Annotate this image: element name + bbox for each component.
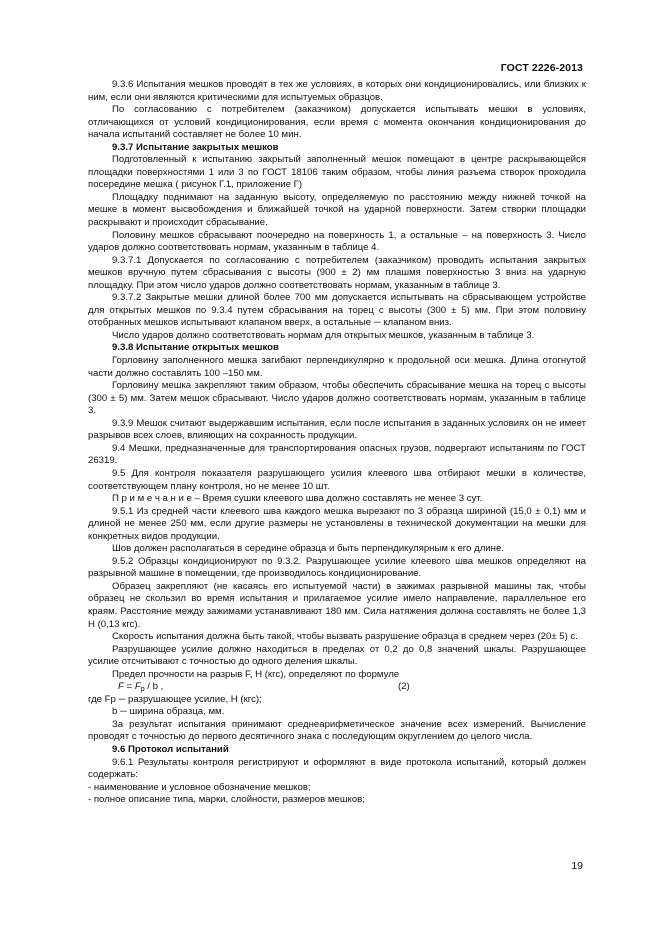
document-header: ГОСТ 2226-2013 xyxy=(500,62,583,74)
paragraph: Горловину заполненного мешка загибают перпендикулярно к продольной оси мешка. Длина отогнутой части должно составлять 100 –150 мм. xyxy=(88,355,586,379)
paragraph: Скорость испытания должна быть такой, чтобы вызвать разрушение образца в среднем через (20± 5) с. xyxy=(112,631,578,643)
formula-number: (2) xyxy=(398,681,410,693)
paragraph: - полное описание типа, марки, слойности, размеров мешков; xyxy=(88,794,365,806)
paragraph: Шов должен располагаться в середине образца и быть перпендикулярным к его длине. xyxy=(112,543,504,555)
paragraph: 9.3.9 Мешок считают выдержавшим испытания, если после испытания в заданных условиях он не имеет разрывов всех слоев, влияющих на сохранность продукции. xyxy=(88,417,586,442)
paragraph: П р и м е ч а н и е – Время сушки клеевого шва должно составлять не менее 3 сут. xyxy=(112,493,483,505)
paragraph: По согласованию с потребителем (заказчиком) допускается испытывать мешки в условиях, отличающихся от условий кондиционирования, если время с момента окончания кондиционирования до начала испытаний составляет не более 10 мин. xyxy=(88,104,586,141)
formula-numerator: F xyxy=(134,681,141,693)
paragraph: Образец закрепляют (не касаясь его испытуемой части) в зажимах разрывной машины так, чтобы образец не скользил во время испытания и прилагаемое усилие имело направление, параллельное его краям. Расстояние между зажимами устанавливают 180 мм. Сила натяжения должна составлять не более 1,3 Н (0,13 кгс). xyxy=(88,580,586,630)
page-number: 19 xyxy=(571,860,583,872)
paragraph: Подготовленный к испытанию закрытый заполненный мешок помещают в центре раскрывающейся площадки поверхностями 1 или 3 по ГОСТ 18106 таким образом, чтобы линия разъема створок проходила посередине мешка ( рисунок Г.1, приложение Г) xyxy=(88,154,586,191)
formula-2 xyxy=(88,681,586,694)
paragraph: Предел прочности на разрыв F, Н (кгс), определяют по формуле xyxy=(112,668,400,680)
section-heading: 9.6 Протокол испытаний xyxy=(112,743,229,755)
paragraph: Число ударов должно соответствовать нормам для открытых мешков, указанным в таблице 3. xyxy=(112,329,535,341)
paragraph: 9.5.2 Образцы кондиционируют по 9.3.2. Разрушающее усилие клеевого шва мешков определяют на разрывной машине в помещении, где производилось кондиционирование. xyxy=(88,555,586,580)
paragraph: 9.3.6 Испытания мешков проводят в тех же условиях, в которых они кондиционировались, или близких к ним, если они являются критическими для испытуемых образцов. xyxy=(88,79,586,103)
paragraph: 9.3.7.1 Допускается по согласованию с потребителем (заказчиком) проводить испытания закрытых мешков вручную путем сбрасывания с высоты (900 ± 2) мм плашмя поверхностью 3 вниз на ударную площадку. При этом число ударов должно соответствовать нормам, указанным в таблице 3. xyxy=(88,254,586,291)
section-heading: 9.3.8 Испытание открытых мешков xyxy=(112,342,279,354)
formula-subscript: р xyxy=(140,686,145,694)
paragraph: 9.5 Для контроля показателя разрушающего усилия клеевого шва отбирают мешки в количестве, соответствующем плану контроля, но не менее 10 шт. xyxy=(88,467,586,492)
paragraph: За результат испытания принимают среднеарифметическое значение всех измерений. Вычисление проводят с точностью до первого десятичного знака с последующим округлением до целого числа. xyxy=(88,718,586,743)
paragraph: 9.4 Мешки, предназначенные для транспортирования опасных грузов, подвергают испытаниям по ГОСТ 26319. xyxy=(88,442,586,467)
paragraph: Разрушающее усилие должно находиться в пределах от 0,2 до 0,8 значений шкалы. Разрушающее усилие отсчитывают с точностью до одного деления шкалы. xyxy=(88,643,586,668)
paragraph: b ─ ширина образца, мм. xyxy=(112,706,225,718)
paragraph: Площадку поднимают на заданную высоту, определяемую по расстоянию между нижней точкой на мешке в момент высвобождения и ближайшей точкой на ударной поверхности. Затем створки площадки раскрывают и происходит сбрасывание. xyxy=(88,191,586,229)
formula-rest: / b , xyxy=(144,681,164,693)
paragraph: Горловину мешка закрепляют таким образом, чтобы обеспечить сбрасывание мешка на торец с высоты (300 ± 5) мм. Затем мешок сбрасывают. Число ударов должно соответствовать нормам, указанным в таблице 3. xyxy=(88,380,586,417)
formula-legend xyxy=(88,694,586,719)
paragraph: где Fр ─ разрушающее усилие, Н (кгс); xyxy=(88,693,262,705)
paragraph: 9.6.1 Результаты контроля регистрируют и оформляют в виде протокола испытаний, который должен содержать: xyxy=(88,756,586,781)
paragraph-group-main xyxy=(88,79,586,681)
paragraph: 9.5.1 Из средней части клеевого шва каждого мешка вырезают по 3 образца шириной (15,0 ± 0,1) мм и длиной не менее 250 мм, если другие размеры не установлены в технической документации на мешки для конкретных видов продукции. xyxy=(88,505,586,542)
paragraph-group-tail xyxy=(88,719,586,807)
formula-eq: = xyxy=(123,681,135,693)
formula-lhs: F xyxy=(118,681,124,693)
document-body xyxy=(88,79,586,807)
section-heading: 9.3.7 Испытание закрытых мешков xyxy=(112,141,279,153)
paragraph: 9.3.7.2 Закрытые мешки длиной более 700 мм допускается испытывать на сбрасывающем устройстве для открытых мешков по 9.3.4 путем сбрасывания на торец с высоты (300 ± 5) мм. При этом половину отобранных мешков испытывают клапаном вверх, а остальные ─ клапаном вниз. xyxy=(88,292,586,329)
paragraph: - наименование и условное обозначение мешков; xyxy=(88,781,311,793)
paragraph: Половину мешков сбрасывают поочередно на поверхность 1, а остальные – на поверхность 3. Число ударов должно соответствовать нормам, указанным в таблице 4. xyxy=(88,229,586,254)
